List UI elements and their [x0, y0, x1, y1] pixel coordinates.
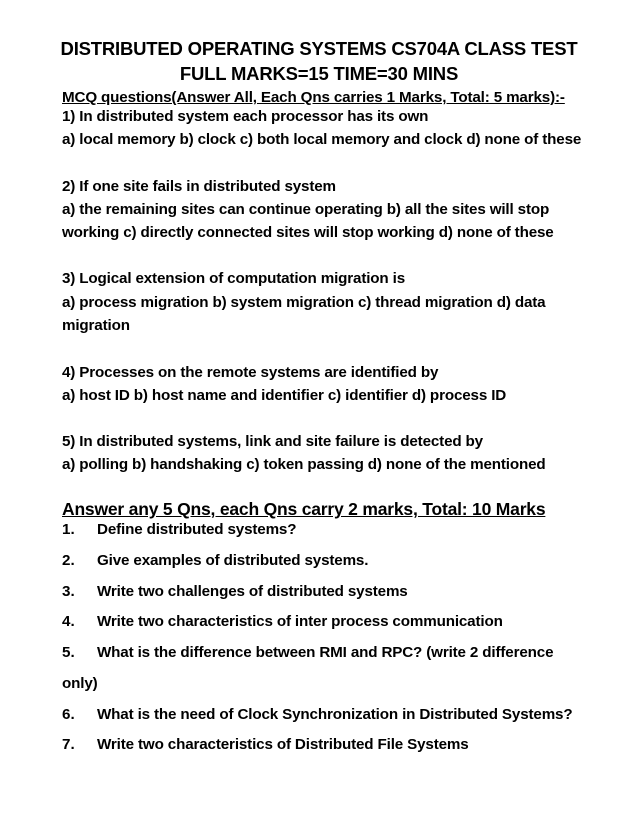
short-answer-heading: Answer any 5 Qns, each Qns carry 2 marks, Total: 10 Marks [62, 499, 546, 519]
short-q5-number: 5. [62, 644, 75, 661]
exam-title: DISTRIBUTED OPERATING SYSTEMS CS704A CLASS TEST [60, 38, 578, 59]
short-q3-text: Write two challenges of distributed systems [97, 583, 408, 600]
mcq-q4-options: a) host ID b) host name and identifier c) identifier d) process ID [62, 387, 507, 404]
mcq-q3-question: 3) Logical extension of computation migration is [62, 270, 405, 287]
short-q2-number: 2. [62, 552, 75, 569]
short-q4-text: Write two characteristics of inter process communication [97, 613, 503, 630]
mcq-q5-question: 5) In distributed systems, link and site failure is detected by [62, 433, 483, 450]
short-q7-text: Write two characteristics of Distributed File Systems [97, 736, 469, 753]
short-q5-text: What is the difference between RMI and RPC? (write 2 difference [97, 644, 554, 661]
mcq-q2-options-2: working c) directly connected sites will stop working d) none of these [62, 224, 554, 241]
short-q2-text: Give examples of distributed systems. [97, 552, 369, 569]
short-q1-text: Define distributed systems? [97, 521, 297, 538]
short-q6-number: 6. [62, 706, 75, 723]
short-q5-continuation: only) [62, 675, 98, 692]
short-q3-number: 3. [62, 583, 75, 600]
mcq-q1-question: 1) In distributed system each processor has its own [62, 108, 429, 125]
mcq-heading: MCQ questions(Answer All, Each Qns carries 1 Marks, Total: 5 marks):- [62, 89, 565, 106]
short-q6-text: What is the need of Clock Synchronization in Distributed Systems? [97, 706, 573, 723]
short-q1-number: 1. [62, 521, 75, 538]
mcq-q4-question: 4) Processes on the remote systems are identified by [62, 364, 439, 381]
short-q7-number: 7. [62, 736, 75, 753]
mcq-q2-question: 2) If one site fails in distributed system [62, 178, 336, 195]
mcq-q1-options: a) local memory b) clock c) both local memory and clock d) none of these [62, 131, 582, 148]
exam-marks-time: FULL MARKS=15 TIME=30 MINS [179, 63, 459, 84]
mcq-q5-options: a) polling b) handshaking c) token passing d) none of the mentioned [62, 456, 546, 473]
mcq-q2-options-1: a) the remaining sites can continue operating b) all the sites will stop [62, 201, 550, 218]
short-q4-number: 4. [62, 613, 75, 630]
mcq-q3-options-2: migration [62, 317, 130, 334]
mcq-q3-options-1: a) process migration b) system migration c) thread migration d) data [62, 294, 546, 311]
